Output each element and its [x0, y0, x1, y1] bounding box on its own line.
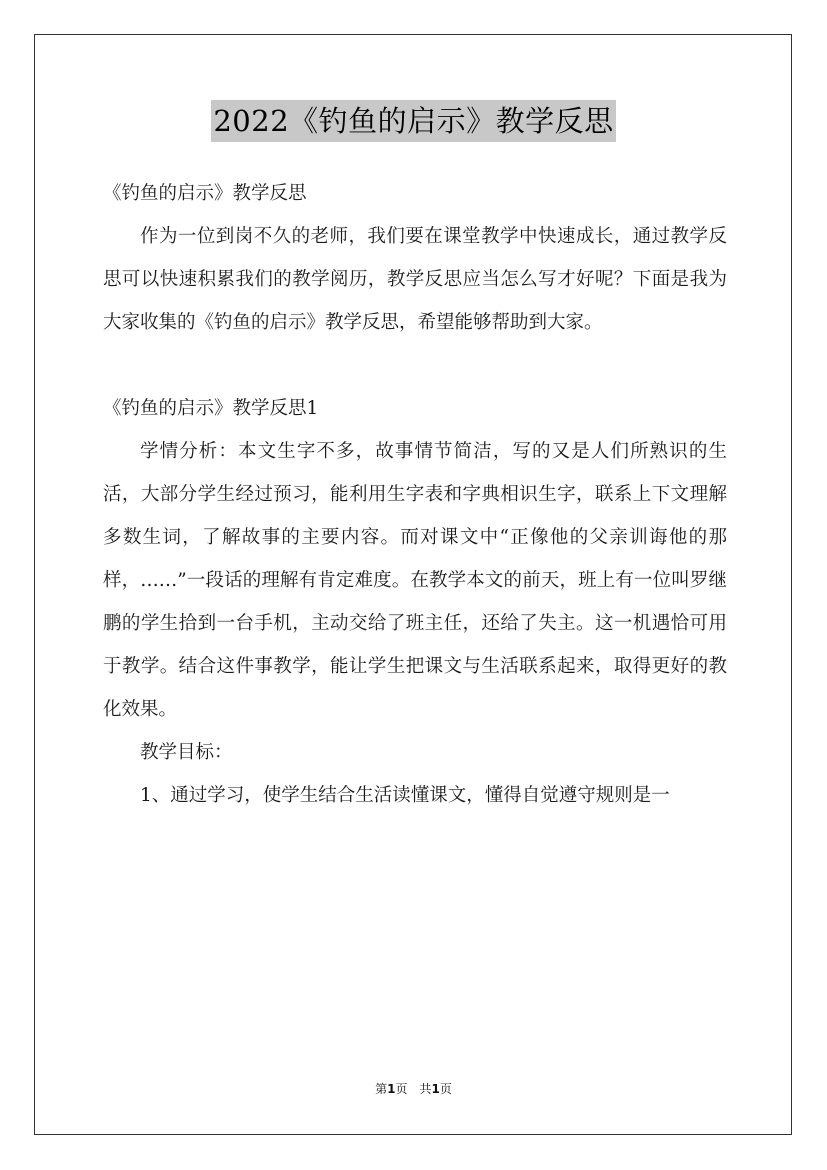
section-1-paragraph: 学情分析：本文生字不多，故事情节简洁，写的又是人们所熟识的生活，大部分学生经过预习，能利用生字表和字典相识生字，联系上下文理解多数生词，了解故事的主要内容。而对课文中“正像他的父亲训诲他的那样，……”一段话的理解有肯定难度。在教学本文的前天，班上有一位叫罗继鹏的学生拾到一台手机，主动交给了班主任，还给了失主。这一机遇恰可用于教学。结合这件事教学，能让学生把课文与生活联系起来，取得更好的教化效果。	[103, 441, 727, 720]
page-suffix: 页	[395, 1082, 408, 1096]
section-1-heading: 《钓鱼的启示》教学反思1	[103, 398, 319, 419]
blank-line	[103, 344, 727, 387]
goals-label: 教学目标：	[140, 742, 233, 763]
page-number: 1	[387, 1082, 396, 1096]
title-container	[0, 100, 827, 142]
total-prefix: 共	[419, 1082, 432, 1096]
intro-heading: 《钓鱼的启示》教学反思	[103, 183, 307, 204]
page-prefix: 第	[375, 1082, 388, 1096]
total-suffix: 页	[439, 1082, 452, 1096]
document-body	[103, 172, 727, 817]
intro-paragraph: 作为一位到岗不久的老师，我们要在课堂教学中快速成长，通过教学反思可以快速积累我们的教学阅历，教学反思应当怎么写才好呢？下面是我为大家收集的《钓鱼的启示》教学反思，希望能够帮助到大家。	[103, 226, 727, 333]
document-title: 2022《钓鱼的启示》教学反思	[211, 100, 615, 142]
page-footer	[0, 1080, 827, 1097]
total-pages: 1	[431, 1082, 440, 1096]
goal-item-1: 1、通过学习，使学生结合生活读懂课文，懂得自觉遵守规则是一	[140, 785, 670, 806]
